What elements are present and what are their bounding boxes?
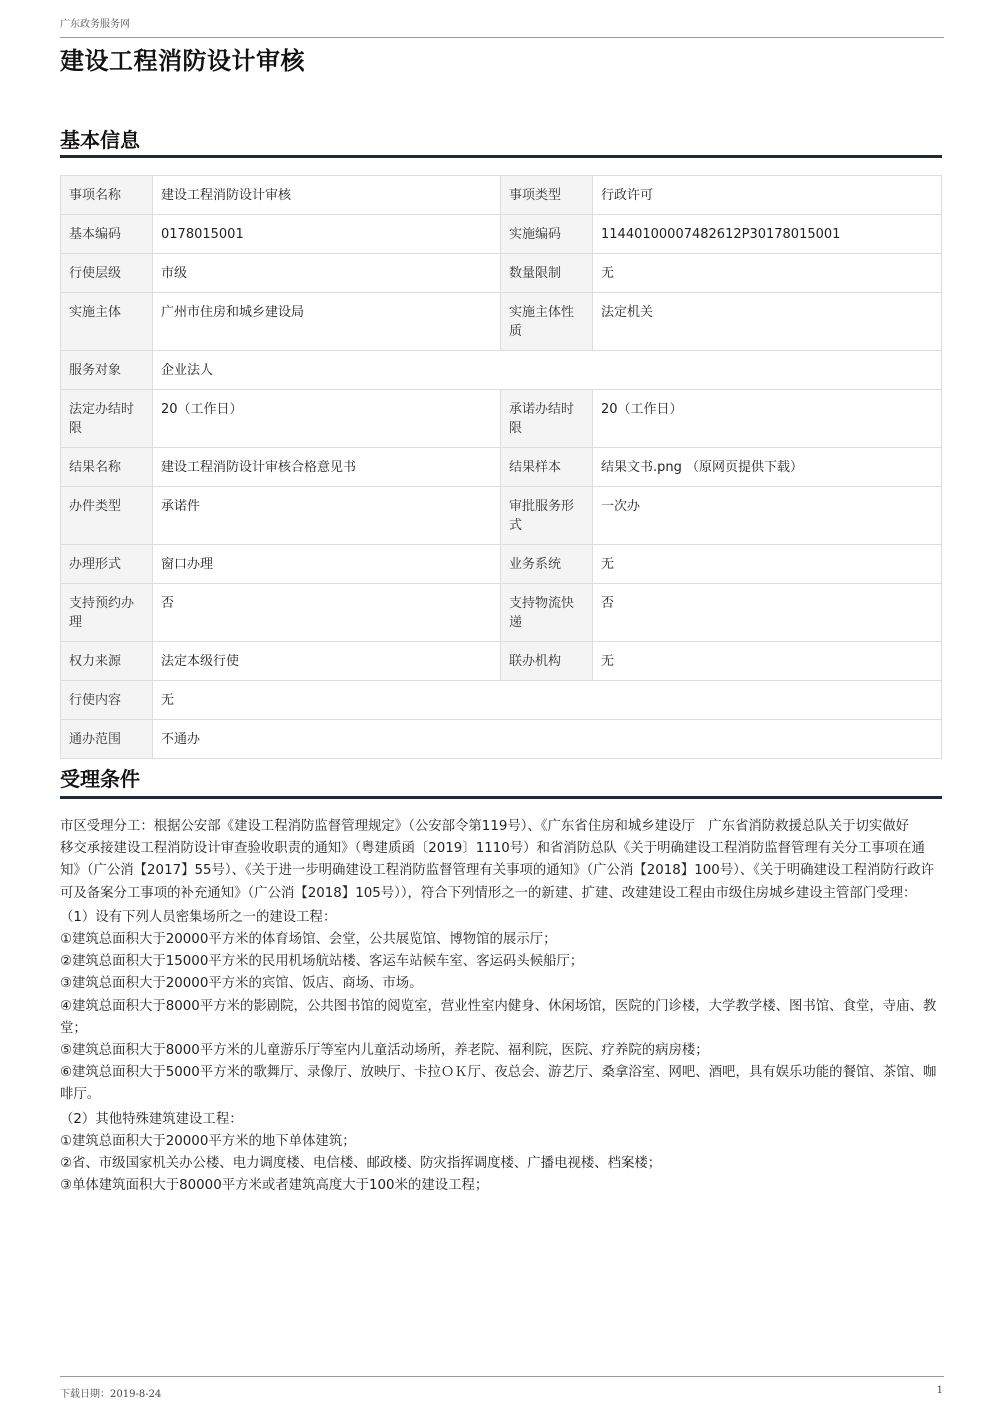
info-label: 承诺办结时限 [501, 390, 593, 448]
site-source-label: 广东政务服务网 [60, 19, 130, 30]
info-value: 20（工作日） [593, 390, 942, 448]
condition-paragraph: ②建筑总面积大于15000平方米的民用机场航站楼、客运车站候车室、客运码头候船厅； [60, 954, 584, 970]
info-value: 不通办 [153, 720, 942, 759]
info-value: 承诺件 [153, 487, 501, 545]
info-label: 支持物流快递 [501, 584, 593, 642]
condition-paragraph: 市区受理分工：根据公安部《建设工程消防监督管理规定》（公安部令第119号）、《广东省住房和城乡建设厅 广东省消防救援总队关于切实做好 [60, 819, 910, 834]
condition-paragraph: ④建筑总面积大于8000平方米的影剧院，公共图书馆的阅览室，营业性室内健身、休闲场馆，医院的门诊楼，大学教学楼、图书馆、食堂，寺庙、教堂； [60, 998, 937, 1036]
info-value: 无 [593, 545, 942, 584]
info-label: 服务对象 [61, 351, 153, 390]
info-row [61, 642, 942, 681]
conditions-text [60, 816, 942, 1197]
info-label: 数量限制 [501, 254, 593, 293]
condition-paragraph: ②省、市级国家机关办公楼、电力调度楼、电信楼、邮政楼、防灾指挥调度楼、广播电视楼、档案楼； [60, 1156, 662, 1172]
download-date: 下载日期：2019-8-24 [60, 1389, 162, 1400]
info-value: 企业法人 [153, 351, 942, 390]
condition-paragraph: ①建筑总面积大于20000平方米的地下单体建筑； [60, 1133, 356, 1149]
info-value: 结果文书.png （原网页提供下载） [593, 448, 942, 487]
info-row [61, 487, 942, 545]
info-value: 0178015001 [153, 215, 501, 254]
info-row [61, 176, 942, 215]
info-row [61, 254, 942, 293]
condition-paragraph: （2）其他特殊建筑建设工程： [60, 1111, 243, 1127]
info-value: 广州市住房和城乡建设局 [153, 293, 501, 351]
info-label: 法定办结时限 [61, 390, 153, 448]
info-value: 无 [593, 642, 942, 681]
info-value: 否 [153, 584, 501, 642]
info-label: 基本编码 [61, 215, 153, 254]
header-divider [60, 37, 944, 38]
info-label: 行使层级 [61, 254, 153, 293]
info-label: 审批服务形式 [501, 487, 593, 545]
info-row [61, 584, 942, 642]
info-row [61, 390, 942, 448]
info-value: 11440100007482612P30178015001 [593, 215, 942, 254]
info-value: 市级 [153, 254, 501, 293]
info-row [61, 351, 942, 390]
section-divider-conditions [60, 796, 942, 799]
info-value: 无 [593, 254, 942, 293]
info-label: 业务系统 [501, 545, 593, 584]
section-title-basic-info: 基本信息 [60, 128, 140, 152]
condition-paragraph: ③单体建筑面积大于80000平方米或者建筑高度大于100米的建设工程； [60, 1178, 489, 1194]
info-value: 行政许可 [593, 176, 942, 215]
info-value: 20（工作日） [153, 390, 501, 448]
info-label: 支持预约办理 [61, 584, 153, 642]
info-value: 法定机关 [593, 293, 942, 351]
page-number: 1 [936, 1385, 943, 1396]
info-label: 结果名称 [61, 448, 153, 487]
page-title: 建设工程消防设计审核 [60, 47, 305, 75]
condition-paragraph: ⑥建筑总面积大于5000平方米的歌舞厅、录像厅、放映厅、卡拉ＯＫ厅、夜总会、游艺厅、桑拿浴室、网吧、酒吧，具有娱乐功能的餐馆、茶馆、咖啡厅。 [60, 1065, 937, 1103]
info-value: 窗口办理 [153, 545, 501, 584]
condition-paragraph: ①建筑总面积大于20000平方米的体育场馆、会堂，公共展览馆、博物馆的展示厅； [60, 932, 557, 948]
basic-info-table [60, 175, 942, 759]
section-divider-basic-info [60, 155, 942, 158]
condition-paragraph: ③建筑总面积大于20000平方米的宾馆、饭店、商场、市场。 [60, 976, 423, 992]
info-value: 一次办 [593, 487, 942, 545]
condition-paragraph: ⑤建筑总面积大于8000平方米的儿童游乐厅等室内儿童活动场所，养老院、福利院，医院、疗养院的病房楼； [60, 1043, 709, 1059]
info-label: 事项名称 [61, 176, 153, 215]
info-label: 权力来源 [61, 642, 153, 681]
info-label: 实施编码 [501, 215, 593, 254]
info-value: 法定本级行使 [153, 642, 501, 681]
footer-divider [60, 1376, 944, 1377]
info-label: 事项类型 [501, 176, 593, 215]
info-label: 办理形式 [61, 545, 153, 584]
info-row [61, 681, 942, 720]
section-title-conditions: 受理条件 [60, 767, 140, 791]
info-row [61, 720, 942, 759]
info-label: 通办范围 [61, 720, 153, 759]
info-row [61, 293, 942, 351]
info-row [61, 215, 942, 254]
info-value: 否 [593, 584, 942, 642]
info-value: 无 [153, 681, 942, 720]
info-value: 建设工程消防设计审核 [153, 176, 501, 215]
info-label: 办件类型 [61, 487, 153, 545]
info-row [61, 448, 942, 487]
info-label: 实施主体 [61, 293, 153, 351]
info-label: 结果样本 [501, 448, 593, 487]
info-value: 建设工程消防设计审核合格意见书 [153, 448, 501, 487]
info-label: 联办机构 [501, 642, 593, 681]
info-label: 行使内容 [61, 681, 153, 720]
info-row [61, 545, 942, 584]
condition-paragraph: （1）设有下列人员密集场所之一的建设工程： [60, 909, 337, 925]
info-label: 实施主体性质 [501, 293, 593, 351]
condition-paragraph: 移交承接建设工程消防设计审查验收职责的通知》（粤建质函〔2019〕1110号）和省消防总队《关于明确建设工程消防监督管理有关分工事项在通知》（广公消【2017】55号）、《关于进一步明确建设工程消防监督管理有关事项的通知》（广公消【2018】100号）、《关于明确建设工程消防行政许可及备案分工事项的补充通知》（广公消【2018】105号）），符合下列情形之一的新建、扩建、改建建设工程由市级住房城乡建设主管部门受理： [60, 841, 934, 901]
